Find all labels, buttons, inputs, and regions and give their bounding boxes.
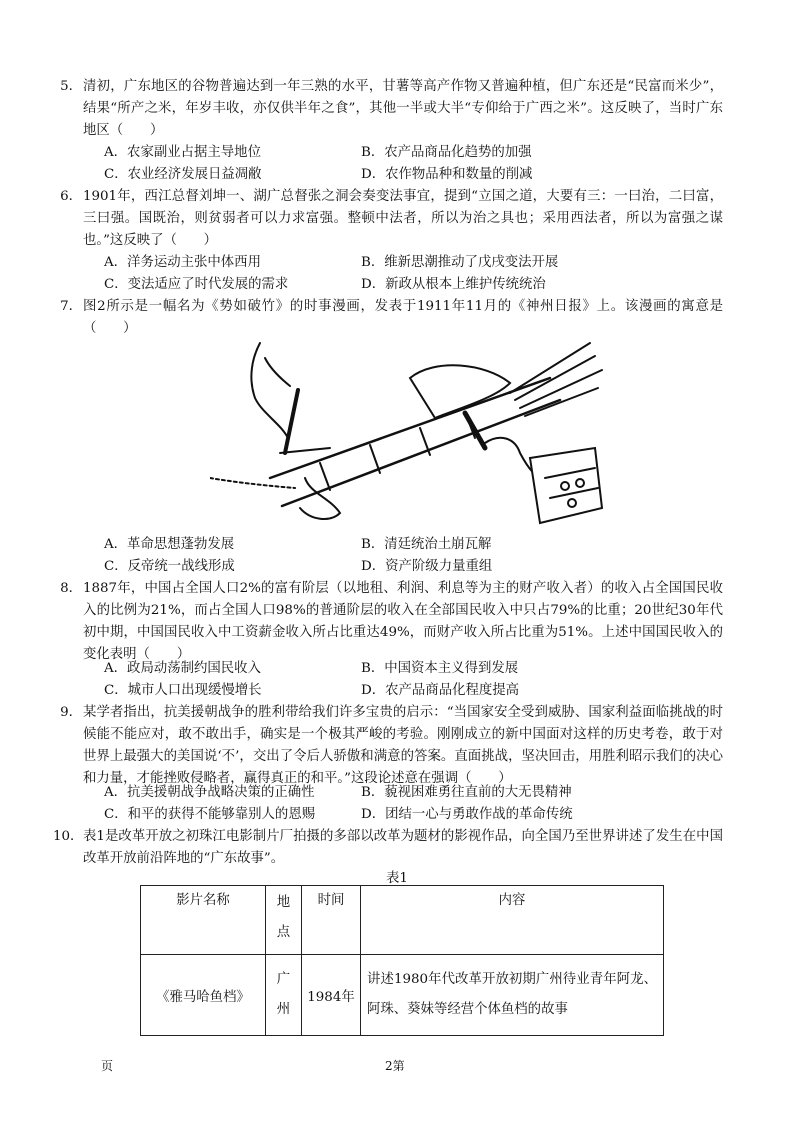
option-d: D．农作物品种和数量的削减 [361, 167, 533, 182]
option-b: B．维新思潮推动了戊戌变法开展 [361, 255, 559, 270]
table-row [141, 955, 664, 1036]
option-d: D．农产品商品化程度提高 [361, 683, 520, 698]
question-7 [60, 296, 723, 340]
question-text: 某学者指出，抗美援朝战争的胜利带给我们许多宝贵的启示：“当国家安全受到威胁、国家利益面临挑战的时候能不能应对，敢不敢出手，确实是一个极其严峻的考验。刚刚成立的新中国面对这样的历史考卷，敢于对世界上最强大的美国说‘不’，交出了令后人骄傲和满意的答案。直面挑战，坚决回击，用胜利昭示我们的决心和力量，才能挫败侵略者，赢得真正的和平。”这段论述意在强调（ ） [83, 705, 723, 786]
question-number: 5． [60, 79, 82, 94]
question-text: 表1是改革开放之初珠江电影制片厂拍摄的多部以改革为题材的影视作品，向全国乃至世界讲述了发生在中国改革开放前沿阵地的“广东故事”。 [83, 829, 723, 866]
footer-page-number: 2第 [385, 1059, 405, 1073]
option-b: B．藐视困难勇往直前的大无畏精神 [361, 785, 572, 800]
header-location: 地点 [266, 886, 302, 955]
question-number: 9． [60, 705, 82, 720]
option-c: C．农业经济发展日益凋敝 [104, 167, 262, 182]
question-number: 6． [60, 189, 82, 204]
question-text: 图2所示是一幅名为《势如破竹》的时事漫画，发表于1911年11月的《神州日报》上。该漫画的寓意是（ ） [83, 299, 723, 336]
header-film-name: 影片名称 [141, 886, 266, 955]
question-10 [53, 826, 723, 870]
question-6 [60, 186, 723, 252]
option-a: A．农家副业占据主导地位 [104, 145, 261, 160]
question-text: 1887年，中国占全国人口2%的富有阶层（以地租、利润、利息等为主的财产收入者）的收入占全国国民收入的比例为21%，而占全国人口98%的普通阶层的收入在全部国民收入中只占79%的比重；20世纪30年代初中期，中国国民收入中工资薪金收入所占比重达49%，而财产收入所占比重为51%。上述中国国民收入的变化表明（ ） [83, 581, 723, 662]
cell-time: 1984年 [302, 955, 361, 1036]
option-a: A．洋务运动主张中体西用 [104, 255, 261, 270]
option-c: C．城市人口出现缓慢增长 [104, 683, 262, 698]
question-5 [60, 76, 723, 142]
cartoon-image [210, 338, 605, 528]
question-number: 10． [53, 829, 84, 844]
option-b: B．中国资本主义得到发展 [361, 661, 519, 676]
question-text: 1901年，西江总督刘坤一、湖广总督张之洞会奏变法事宜，提到“立国之道，大要有三：一曰治，二曰富，三曰强。国既治，则贫弱者可以力求富强。整顿中法者，所以为治之具也；采用西法者，所以为富强之谋也。”这反映了（ ） [83, 189, 723, 248]
option-b: B．农产品商品化趋势的加强 [361, 145, 532, 160]
question-7-options [104, 534, 704, 578]
question-number: 7． [60, 299, 82, 314]
question-8-options [104, 658, 704, 702]
table-caption: 表1 [386, 871, 408, 886]
option-c: C．变法适应了时代发展的需求 [104, 277, 289, 292]
question-5-options [104, 142, 704, 186]
option-d: D．新政从根本上维护传统统治 [361, 277, 546, 292]
question-6-options [104, 252, 704, 296]
option-a: A．政局动荡制约国民收入 [104, 661, 261, 676]
option-a: A．抗美援朝战争战略决策的正确性 [104, 785, 315, 800]
cell-content: 讲述1980年代改革开放初期广州待业青年阿龙、阿珠、葵妹等经营个体鱼档的故事 [361, 955, 664, 1036]
header-content: 内容 [361, 886, 664, 955]
option-d: D．资产阶级力量重组 [361, 559, 493, 574]
header-time: 时间 [302, 886, 361, 955]
question-9 [60, 702, 723, 790]
footer-left: 页 [101, 1059, 114, 1073]
table-header-row [141, 886, 664, 955]
question-8 [60, 578, 723, 666]
film-table [140, 885, 664, 1036]
cell-film-name: 《雅马哈鱼档》 [141, 955, 266, 1036]
option-c: C．反帝统一战线形成 [104, 559, 235, 574]
option-d: D．团结一心与勇敢作战的革命传统 [361, 807, 573, 822]
option-c: C．和平的获得不能够靠别人的恩赐 [104, 807, 316, 822]
cell-location: 广州 [266, 955, 302, 1036]
option-b: B．清廷统治土崩瓦解 [361, 537, 492, 552]
question-text: 清初，广东地区的谷物普遍达到一年三熟的水平，甘薯等高产作物又普遍种植，但广东还是“民富而米少”，结果“所产之米，年岁丰收，亦仅供半年之食”，其他一半或大半“专仰给于广西之米”。这反映了，当时广东地区（ ） [83, 79, 723, 138]
question-9-options [104, 782, 704, 826]
option-a: A．革命思想蓬勃发展 [104, 537, 235, 552]
question-number: 8． [60, 581, 82, 596]
